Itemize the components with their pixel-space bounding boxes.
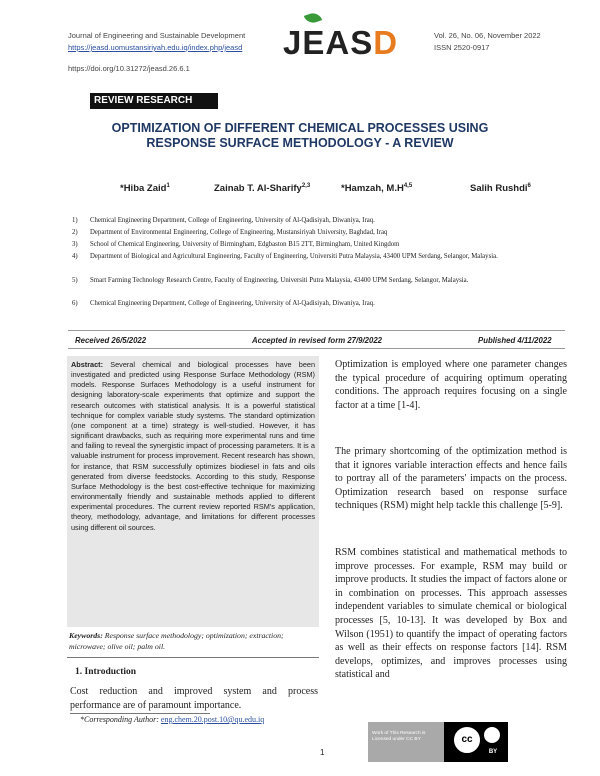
- volume-info: Vol. 26, No. 06, November 2022: [434, 31, 541, 40]
- journal-name: Journal of Engineering and Sustainable Development: [68, 31, 246, 40]
- author-4: Salih Rushdi$^6$: [470, 183, 531, 195]
- published-date: Published 4/11/2022: [478, 336, 552, 345]
- author-1: *Hiba Zaid$^1$: [120, 183, 170, 195]
- affiliation-2: 2) Department of Environmental Engineering, College of Engineering, Mustansiriyah University, Baghdad, Iraq: [72, 229, 388, 236]
- license-text: Work of This Research is Licensed under CC BY: [372, 731, 426, 742]
- right-paragraph-2: The primary shortcoming of the optimization method is that it ignores variable interaction effects and hence fails to portray all of the parameters' impacts on the process. Optimization research based on response surface techniques (RSM) might help tackle this challenge [5-9].: [335, 446, 567, 512]
- cc-icon: cc: [452, 725, 482, 755]
- divider-top: [68, 330, 565, 331]
- received-date: Received 26/5/2022: [75, 336, 147, 345]
- author-3: *Hamzah, $M.H^{4,5}$: [341, 183, 413, 195]
- corresponding-author: *Corresponding Author: eng.chem.20.post.10@qu.edu.iq: [80, 715, 265, 724]
- intro-text: Cost reduction and improved system and process performance are of paramount importance.: [70, 686, 318, 711]
- keywords-label: Keywords:: [69, 631, 103, 640]
- keywords: [69, 630, 319, 652]
- doi-link[interactable]: https://doi.org/10.31272/jeasd.26.6.1: [68, 64, 190, 73]
- divider-bottom: [68, 348, 565, 349]
- right-paragraph-1: Optimization is employed where one parameter changes the typical procedure of acquiring optimum operating conditions. The approach requires focusing on a single factor at a time [1-4].: [335, 359, 567, 411]
- affiliation-4: 4) Department of Biological and Agricultural Engineering, Faculty of Engineering, Universiti Putra Malaysia, 43400 UPM Serdang, Selangor, Malaysia.: [72, 253, 498, 260]
- journal-logo: [283, 24, 398, 62]
- keywords-divider: [67, 657, 319, 658]
- title-line-1: OPTIMIZATION OF DIFFERENT CHEMICAL PROCESSES USING: [111, 121, 489, 135]
- author-2: Zainab T. Al-Sharify$^{2,3}$: [214, 183, 311, 195]
- footnote-divider: [70, 713, 210, 714]
- logo-text: JEAS: [283, 24, 374, 61]
- section-label: REVIEW RESEARCH: [90, 93, 218, 109]
- issn: ISSN 2520-0917: [434, 43, 490, 52]
- keywords-text: Response surface methodology; optimization; extraction; microwave; olive oil; palm oil.: [69, 631, 284, 651]
- right-paragraph-3: RSM combines statistical and mathematical methods to improve processes. For example, RSM may build or improve products. It studies the impact of factors alone or in combination on processes. This approach assesses independent variables to simulate chemical or biological processes [5, 10-13]. It was developed by Box and Wilson (1951) to quantify the impact of operating factors as well as their effects on response factors [14]. RSM develops, optimizes, and improves processes using statistical and: [335, 547, 567, 681]
- title-line-2: RESPONSE SURFACE METHODOLOGY - A REVIEW: [146, 136, 454, 150]
- journal-url-link[interactable]: https://jeasd.uomustansiriyah.edu.iq/index.php/jeasd: [68, 43, 243, 52]
- abstract-text: Several chemical and biological processes have been investigated and predicted using Response Surface Methodology (RSM) models. Response Surfaces Methodology is a useful instrument for designing laboratory-scale experiments that optimize and support the research outcomes with statistical analysis. It is a powerful statistical technique for complex variable study systems. The standard optimization (one component at a time) strategy is well-studied. However, it has significant drawbacks, such as requiring more experimental runs and time and failing to reveal the synergistic impact of processing parameters. It is a valuable instrument for process improvement. Recent research has shown, for instance, that RSM successfully optimizes biodiesel in fats and oils generated from diverse feedstocks. According to this study, Response Surface Methodology is the best cost-effective technique for maximizing environmentally friendly and sustainable methods applied to different experimental procedures. The current review reported RSM's application, theory, methodology, advantage, and limitations for different processes using different oil sources.: [71, 360, 315, 532]
- logo-text-d: D: [373, 24, 399, 61]
- affiliation-5: 5) Smart Farming Technology Research Centre, Faculty of Engineering, Universiti Putra Malaysia, 43400 UPM Serdang, Selangor, Malaysia.: [72, 277, 469, 284]
- intro-heading: 1. Introduction: [75, 667, 137, 677]
- by-label: BY: [488, 749, 498, 755]
- paper-title: [60, 121, 540, 151]
- abstract-label: Abstract:: [71, 360, 104, 369]
- affiliation-1: 1) Chemical Engineering Department, College of Engineering, University of Al-Qadisiyah, Diwaniya, Iraq.: [72, 217, 375, 224]
- page-number: 1: [320, 748, 325, 757]
- abstract: [71, 360, 315, 533]
- accepted-date: Accepted in revised form 27/9/2022: [252, 336, 383, 345]
- affiliation-3: 3) School of Chemical Engineering, University of Birmingham, Edgbaston B15 2TT, Birmingham, United Kingdom: [72, 241, 400, 248]
- affiliation-6: 6) Chemical Engineering Department, College of Engineering, University of Al-Qadisiyah, Diwaniya, Iraq.: [72, 300, 375, 307]
- corresponding-email-link[interactable]: eng.chem.20.post.10@qu.edu.iq: [160, 715, 265, 724]
- by-person-icon: [484, 727, 500, 743]
